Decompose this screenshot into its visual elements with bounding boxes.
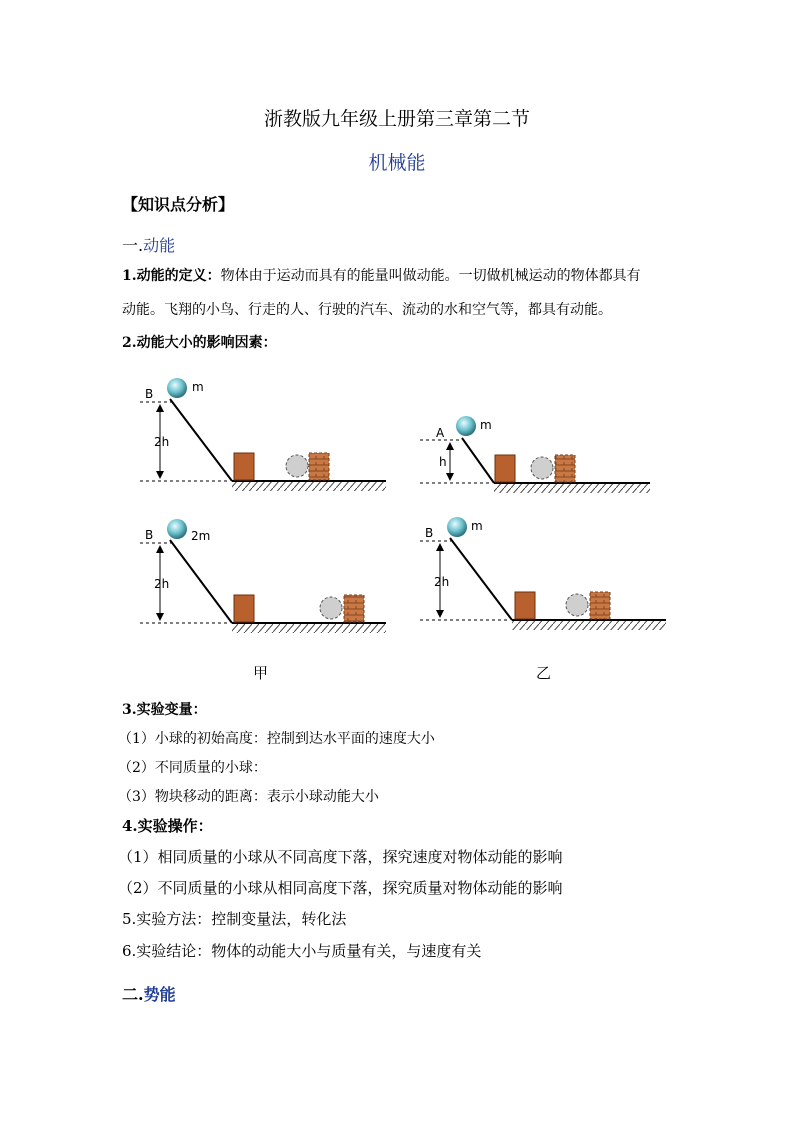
mass-label: m	[471, 519, 483, 533]
moved-block	[309, 453, 329, 480]
ball	[167, 519, 187, 539]
document-subtitle: 机械能	[368, 152, 426, 174]
block	[234, 453, 254, 480]
part-heading-potential-energy	[122, 982, 176, 1005]
operation-1: （1）相同质量的小球从不同高度下落，探究速度对物体动能的影响	[118, 848, 563, 866]
item-conclusion: 6.实验结论：物体的动能大小与质量有关，与速度有关	[122, 942, 482, 960]
item-definition-continued: 动能。飞翔的小鸟、行走的人、行驶的汽车、流动的水和空气等，都具有动能。	[122, 302, 612, 318]
setup-bottom-right	[420, 517, 666, 630]
height-label: 2h	[434, 575, 450, 589]
caption-left: 甲	[253, 664, 269, 682]
ball	[447, 517, 467, 537]
moved-block	[590, 592, 610, 619]
part-label: 动能	[143, 236, 176, 255]
mass-label: m	[192, 380, 204, 394]
point-label: B	[145, 387, 154, 401]
block	[234, 595, 254, 622]
point-label: B	[425, 526, 434, 540]
item-method: 5.实验方法：控制变量法，转化法	[122, 910, 347, 928]
item-label: 4.实验操作：	[122, 817, 213, 835]
document-title: 浙教版九年级上册第三章第二节	[263, 108, 530, 130]
caption-right: 乙	[536, 664, 552, 682]
moved-block	[344, 595, 364, 622]
ghost-ball	[286, 455, 308, 477]
mass-label: m	[480, 418, 492, 432]
operation-2: （2）不同质量的小球从相同高度下落，探究质量对物体动能的影响	[118, 879, 563, 897]
ball	[167, 378, 187, 398]
variable-3: （3）物块移动的距离：表示小球动能大小	[118, 789, 379, 805]
part-number: 一.	[122, 236, 144, 255]
item-label: 1.动能的定义：	[122, 268, 221, 284]
setup-top-right	[420, 416, 650, 493]
block	[515, 592, 535, 619]
ghost-ball	[320, 597, 342, 619]
item-label: 3.实验变量：	[122, 702, 207, 718]
ghost-ball	[566, 594, 588, 616]
ball	[456, 416, 476, 436]
item-variables	[122, 699, 207, 719]
moved-block	[555, 455, 575, 482]
block	[495, 455, 515, 482]
point-label: A	[436, 426, 445, 440]
item-text: 物体由于运动而具有的能量叫做动能。一切做机械运动的物体都具有	[220, 268, 641, 284]
ghost-ball	[531, 457, 553, 479]
part-number: 二.	[122, 985, 144, 1004]
setup-top-left	[140, 378, 386, 491]
variable-2: （2）不同质量的小球：	[118, 760, 267, 776]
part-label: 势能	[143, 985, 176, 1004]
variable-1: （1）小球的初始高度：控制到达水平面的速度大小	[118, 731, 435, 747]
height-label: h	[439, 455, 447, 469]
height-label: 2h	[154, 577, 170, 591]
item-label: 2.动能大小的影响因素：	[122, 335, 277, 351]
point-label: B	[145, 528, 154, 542]
height-label: 2h	[154, 435, 170, 449]
section-heading: 【知识点分析】	[122, 195, 235, 214]
item-operation	[122, 815, 213, 836]
mass-label: 2m	[191, 529, 211, 543]
setup-bottom-left	[140, 519, 386, 633]
